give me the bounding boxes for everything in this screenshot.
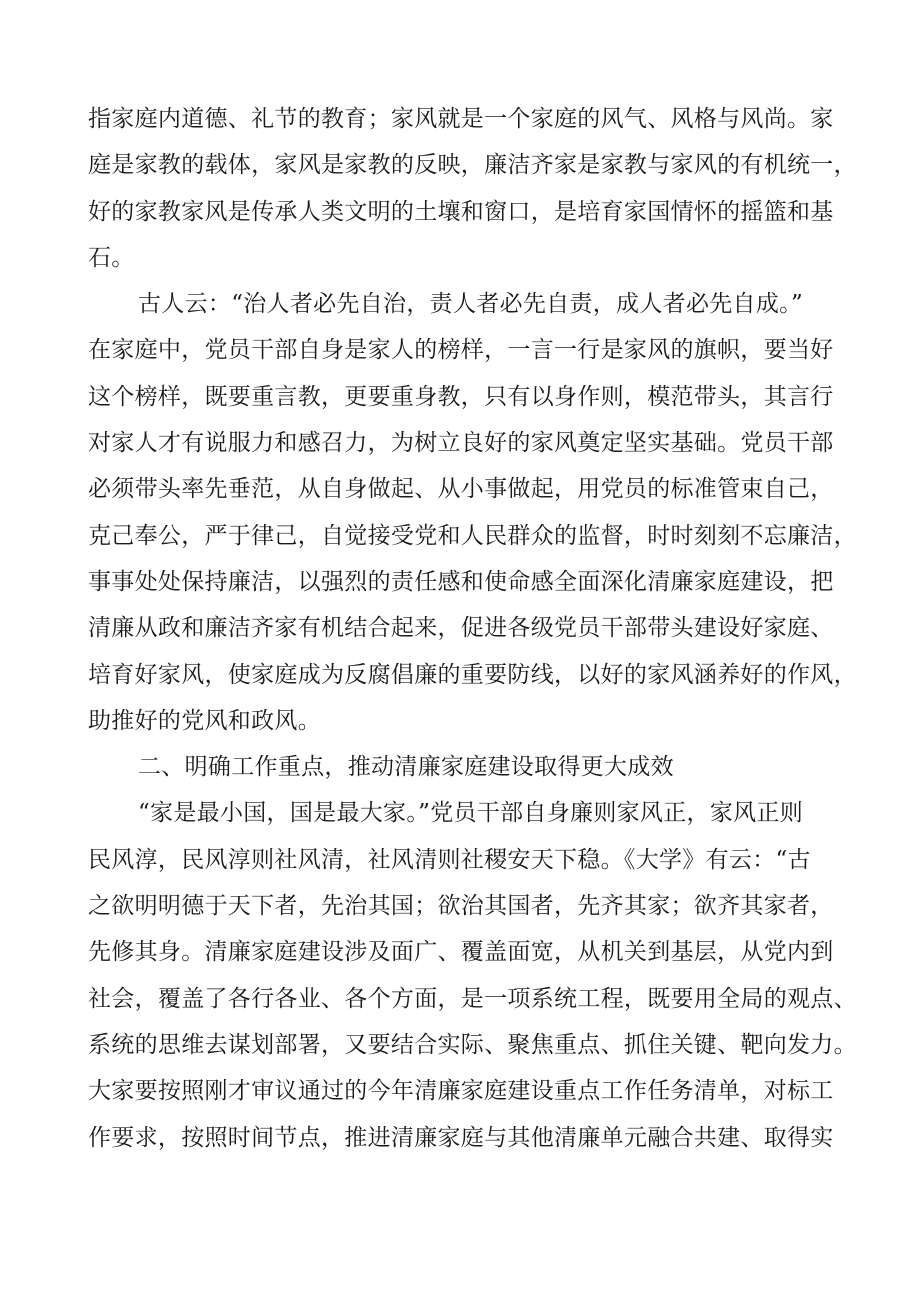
text-line: 克己奉公，严于律己，自觉接受党和人民群众的监督，时时刻刻不忘廉洁， <box>88 522 857 549</box>
text-line: 助推好的党风和政风。 <box>88 707 321 734</box>
text-line: 指家庭内道德、礼节的教育；家风就是一个家庭的风气、风格与风尚。家 <box>88 106 834 132</box>
text-line: 古人云：“治人者必先自治，责人者必先自责，成人者必先自成。” <box>138 291 804 318</box>
text-line: 作要求，按照时间节点，推进清廉家庭与其他清廉单元融合共建、取得实 <box>88 1124 834 1151</box>
text-line: 社会，覆盖了各行各业、各个方面，是一项系统工程，既要用全局的观点、 <box>88 985 857 1012</box>
text-line: 石。 <box>88 244 135 271</box>
text-line: 庭是家教的载体，家风是家教的反映，廉洁齐家是家教与家风的有机统一， <box>88 152 857 179</box>
paragraph-ancients-said <box>88 281 857 744</box>
text-line: 大家要按照刚才审议通过的今年清廉家庭建设重点工作任务清单，对标工 <box>88 1078 834 1105</box>
heading-text: 二、明确工作重点，推动清廉家庭建设取得更大成效 <box>138 754 674 781</box>
text-line: 清廉从政和廉洁齐家有机结合起来，促进各级党员干部带头建设好家庭、 <box>88 615 834 642</box>
text-line: 系统的思维去谋划部署，又要结合实际、聚焦重点、抓住关键、靶向发力。 <box>88 1031 857 1058</box>
text-line: 好的家教家风是传承人类文明的土壤和窗口，是培育家国情怀的摇篮和基 <box>88 198 834 225</box>
text-line: 之欲明明德于天下者，先治其国；欲治其国者，先齐其家；欲齐其家者， <box>88 893 834 920</box>
text-line: 这个榜样，既要重言教，更要重身教，只有以身作则，模范带头，其言行 <box>88 383 834 410</box>
text-line: 先修其身。清廉家庭建设涉及面广、覆盖面宽，从机关到基层，从党内到 <box>88 939 834 966</box>
text-line: 培育好家风，使家庭成为反腐倡廉的重要防线，以好的家风涵养好的作风， <box>88 661 857 688</box>
text-line: 事事处处保持廉洁，以强烈的责任感和使命感全面深化清廉家庭建设，把 <box>88 568 834 595</box>
section-heading <box>88 744 834 790</box>
text-line: “家是最小国，国是最大家。”党员干部自身廉则家风正，家风正则 <box>138 800 804 827</box>
paragraph-family-country <box>88 790 857 1160</box>
text-line: 对家人才有说服力和感召力，为树立良好的家风奠定坚实基础。党员干部 <box>88 430 834 457</box>
text-line: 民风淳，民风淳则社风清，社风清则社稷安天下稳。《大学》有云：“古 <box>88 846 811 873</box>
paragraph-family-education <box>88 96 857 281</box>
body-text <box>88 96 857 1161</box>
text-line: 在家庭中，党员干部自身是家人的榜样，一言一行是家风的旗帜，要当好 <box>88 337 834 364</box>
text-line: 必须带头率先垂范，从自身做起、从小事做起，用党员的标准管束自己， <box>88 476 834 503</box>
